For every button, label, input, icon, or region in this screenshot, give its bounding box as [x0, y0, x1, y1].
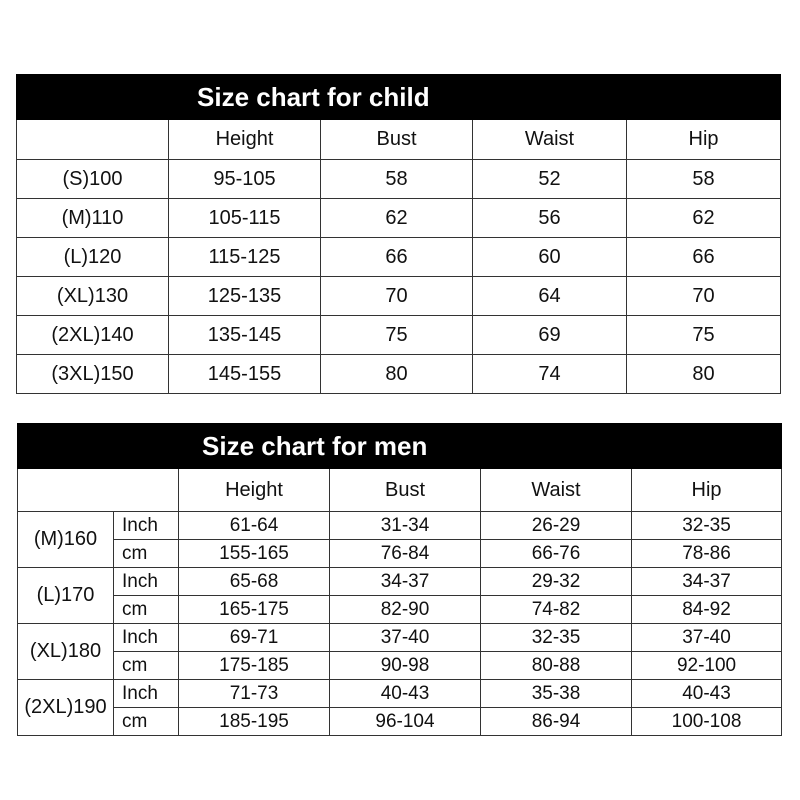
men-header-waist: Waist	[481, 469, 632, 512]
hip-cell: 32-35	[632, 512, 782, 540]
size-cell: (M)110	[17, 199, 169, 238]
child-header-bust: Bust	[321, 120, 473, 160]
table-row	[17, 160, 781, 199]
bust-cell: 75	[321, 316, 473, 355]
hip-cell: 70	[627, 277, 781, 316]
waist-cell: 56	[473, 199, 627, 238]
table-row	[18, 708, 782, 736]
size-cell: (XL)180	[18, 624, 114, 680]
child-header-height: Height	[169, 120, 321, 160]
table-row	[18, 540, 782, 568]
unit-cell: cm	[114, 596, 179, 624]
hip-cell: 92-100	[632, 652, 782, 680]
child-table-title: Size chart for child	[197, 81, 430, 112]
men-title-row	[18, 424, 782, 469]
men-size-table	[17, 423, 782, 736]
men-table-title: Size chart for men	[202, 430, 428, 461]
hip-cell: 62	[627, 199, 781, 238]
unit-cell: Inch	[114, 624, 179, 652]
child-header-blank	[17, 120, 169, 160]
bust-cell: 58	[321, 160, 473, 199]
table-row	[17, 277, 781, 316]
height-cell: 155-165	[179, 540, 330, 568]
bust-cell: 90-98	[330, 652, 481, 680]
hip-cell: 58	[627, 160, 781, 199]
men-header-row	[18, 469, 782, 512]
hip-cell: 80	[627, 355, 781, 394]
hip-cell: 40-43	[632, 680, 782, 708]
bust-cell: 96-104	[330, 708, 481, 736]
unit-cell: Inch	[114, 512, 179, 540]
size-cell: (XL)130	[17, 277, 169, 316]
hip-cell: 75	[627, 316, 781, 355]
height-cell: 71-73	[179, 680, 330, 708]
unit-cell: Inch	[114, 568, 179, 596]
men-header-blank	[18, 469, 179, 512]
table-row	[18, 680, 782, 708]
table-row	[18, 568, 782, 596]
hip-cell: 37-40	[632, 624, 782, 652]
table-row	[17, 199, 781, 238]
men-header-bust: Bust	[330, 469, 481, 512]
child-title-row	[17, 75, 781, 120]
waist-cell: 66-76	[481, 540, 632, 568]
height-cell: 65-68	[179, 568, 330, 596]
height-cell: 61-64	[179, 512, 330, 540]
height-cell: 165-175	[179, 596, 330, 624]
bust-cell: 66	[321, 238, 473, 277]
child-header-waist: Waist	[473, 120, 627, 160]
hip-cell: 100-108	[632, 708, 782, 736]
waist-cell: 74	[473, 355, 627, 394]
bust-cell: 62	[321, 199, 473, 238]
hip-cell: 34-37	[632, 568, 782, 596]
waist-cell: 29-32	[481, 568, 632, 596]
table-row	[17, 238, 781, 277]
size-cell: (2XL)190	[18, 680, 114, 736]
height-cell: 105-115	[169, 199, 321, 238]
table-row	[17, 316, 781, 355]
hip-cell: 78-86	[632, 540, 782, 568]
table-row	[18, 624, 782, 652]
table-row	[18, 512, 782, 540]
size-cell: (L)120	[17, 238, 169, 277]
unit-cell: Inch	[114, 680, 179, 708]
table-row	[17, 355, 781, 394]
bust-cell: 31-34	[330, 512, 481, 540]
height-cell: 115-125	[169, 238, 321, 277]
bust-cell: 76-84	[330, 540, 481, 568]
unit-cell: cm	[114, 652, 179, 680]
height-cell: 135-145	[169, 316, 321, 355]
hip-cell: 84-92	[632, 596, 782, 624]
waist-cell: 60	[473, 238, 627, 277]
size-cell: (M)160	[18, 512, 114, 568]
height-cell: 125-135	[169, 277, 321, 316]
bust-cell: 82-90	[330, 596, 481, 624]
table-row	[18, 652, 782, 680]
waist-cell: 64	[473, 277, 627, 316]
height-cell: 69-71	[179, 624, 330, 652]
size-cell: (S)100	[17, 160, 169, 199]
waist-cell: 52	[473, 160, 627, 199]
height-cell: 175-185	[179, 652, 330, 680]
unit-cell: cm	[114, 708, 179, 736]
waist-cell: 86-94	[481, 708, 632, 736]
bust-cell: 37-40	[330, 624, 481, 652]
unit-cell: cm	[114, 540, 179, 568]
men-header-height: Height	[179, 469, 330, 512]
waist-cell: 35-38	[481, 680, 632, 708]
men-header-hip: Hip	[632, 469, 782, 512]
height-cell: 145-155	[169, 355, 321, 394]
child-header-row	[17, 120, 781, 160]
bust-cell: 34-37	[330, 568, 481, 596]
waist-cell: 26-29	[481, 512, 632, 540]
size-cell: (2XL)140	[17, 316, 169, 355]
hip-cell: 66	[627, 238, 781, 277]
bust-cell: 80	[321, 355, 473, 394]
waist-cell: 69	[473, 316, 627, 355]
waist-cell: 32-35	[481, 624, 632, 652]
child-size-table	[16, 74, 781, 394]
size-cell: (3XL)150	[17, 355, 169, 394]
table-row	[18, 596, 782, 624]
child-header-hip: Hip	[627, 120, 781, 160]
bust-cell: 70	[321, 277, 473, 316]
bust-cell: 40-43	[330, 680, 481, 708]
waist-cell: 80-88	[481, 652, 632, 680]
height-cell: 185-195	[179, 708, 330, 736]
waist-cell: 74-82	[481, 596, 632, 624]
size-cell: (L)170	[18, 568, 114, 624]
height-cell: 95-105	[169, 160, 321, 199]
